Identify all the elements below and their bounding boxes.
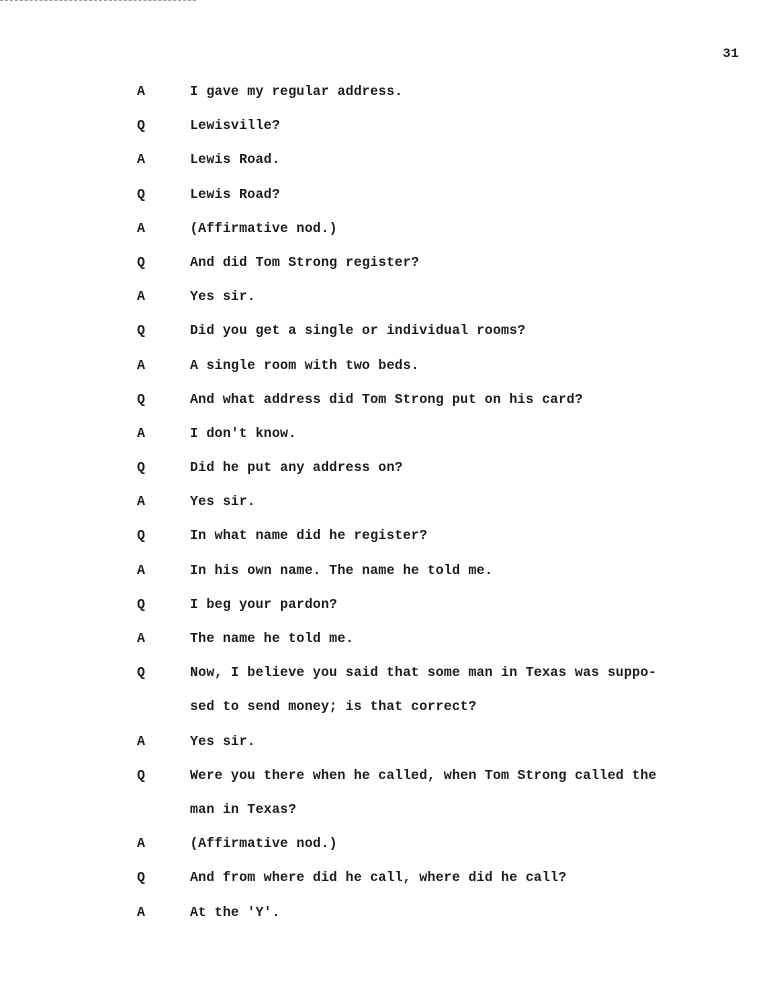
- page-number: 31: [722, 46, 739, 61]
- speaker-label: Q: [137, 666, 146, 682]
- speaker-label: Q: [137, 187, 146, 203]
- testimony-text: Now, I believe you said that some man in Texas was suppo-: [190, 666, 657, 682]
- speaker-label: A: [137, 85, 146, 100]
- speaker-label: Q: [137, 392, 146, 408]
- testimony-text: I beg your pardon?: [190, 597, 338, 613]
- testimony-text: Yes sir.: [190, 290, 256, 306]
- speaker-label: Q: [137, 461, 146, 477]
- testimony-text: And what address did Tom Strong put on his card?: [190, 392, 583, 408]
- transcript-line: [0, 486, 763, 520]
- testimony-text: man in Texas?: [190, 802, 297, 818]
- transcript-line: [0, 144, 763, 178]
- testimony-text: The name he told me.: [190, 632, 354, 647]
- testimony-text: And from where did he call, where did he call?: [190, 871, 567, 887]
- testimony-text: In what name did he register?: [190, 529, 428, 545]
- transcript-line: [0, 247, 763, 281]
- speaker-label: Q: [137, 255, 146, 271]
- transcript-line: [0, 828, 763, 862]
- transcript-line: [0, 589, 763, 623]
- testimony-text: sed to send money; is that correct?: [190, 700, 477, 716]
- testimony-text: Did he put any address on?: [190, 461, 403, 477]
- transcript-line: [0, 213, 763, 247]
- testimony-text: Did you get a single or individual rooms?: [190, 324, 526, 340]
- transcript-line: [0, 110, 763, 144]
- transcript: [0, 76, 763, 931]
- speaker-label: A: [137, 632, 146, 647]
- transcript-line: [0, 418, 763, 452]
- top-dashed-rule: [0, 0, 196, 1]
- testimony-text: Were you there when he called, when Tom Strong called the: [190, 768, 657, 784]
- speaker-label: A: [137, 837, 146, 853]
- speaker-label: Q: [137, 324, 146, 340]
- transcript-line: [0, 726, 763, 760]
- transcript-line: [0, 281, 763, 315]
- testimony-text: (Affirmative nod.): [190, 837, 338, 853]
- speaker-label: A: [137, 495, 146, 511]
- speaker-label: Q: [137, 529, 146, 545]
- transcript-line: [0, 315, 763, 349]
- testimony-text: Lewis Road.: [190, 153, 281, 169]
- transcript-line: [0, 862, 763, 896]
- speaker-label: A: [137, 563, 146, 579]
- speaker-label: Q: [137, 871, 146, 887]
- transcript-line: [0, 350, 763, 384]
- testimony-text: I don't know.: [190, 426, 297, 442]
- testimony-text: Yes sir.: [190, 495, 256, 511]
- transcript-line: [0, 691, 763, 725]
- speaker-label: Q: [137, 119, 146, 135]
- testimony-text: I gave my regular address.: [190, 85, 403, 100]
- speaker-label: A: [137, 905, 146, 921]
- transcript-line: [0, 76, 763, 110]
- transcript-line: [0, 794, 763, 828]
- transcript-line: [0, 657, 763, 691]
- transcript-line: [0, 452, 763, 486]
- testimony-text: Lewis Road?: [190, 187, 281, 203]
- testimony-text: Yes sir.: [190, 734, 256, 750]
- testimony-text: And did Tom Strong register?: [190, 255, 420, 271]
- transcript-line: [0, 897, 763, 931]
- testimony-text: In his own name. The name he told me.: [190, 563, 493, 579]
- speaker-label: A: [137, 426, 146, 442]
- transcript-line: [0, 520, 763, 554]
- transcript-line: [0, 179, 763, 213]
- transcript-line: [0, 384, 763, 418]
- speaker-label: Q: [137, 597, 146, 613]
- testimony-text: At the 'Y'.: [190, 905, 281, 921]
- speaker-label: A: [137, 221, 146, 237]
- transcript-line: [0, 760, 763, 794]
- testimony-text: (Affirmative nod.): [190, 221, 338, 237]
- speaker-label: A: [137, 358, 146, 374]
- testimony-text: Lewisville?: [190, 119, 281, 135]
- transcript-line: [0, 555, 763, 589]
- transcript-line: [0, 623, 763, 657]
- speaker-label: A: [137, 290, 146, 306]
- speaker-label: A: [137, 734, 146, 750]
- testimony-text: A single room with two beds.: [190, 358, 420, 374]
- speaker-label: A: [137, 153, 146, 169]
- speaker-label: Q: [137, 768, 146, 784]
